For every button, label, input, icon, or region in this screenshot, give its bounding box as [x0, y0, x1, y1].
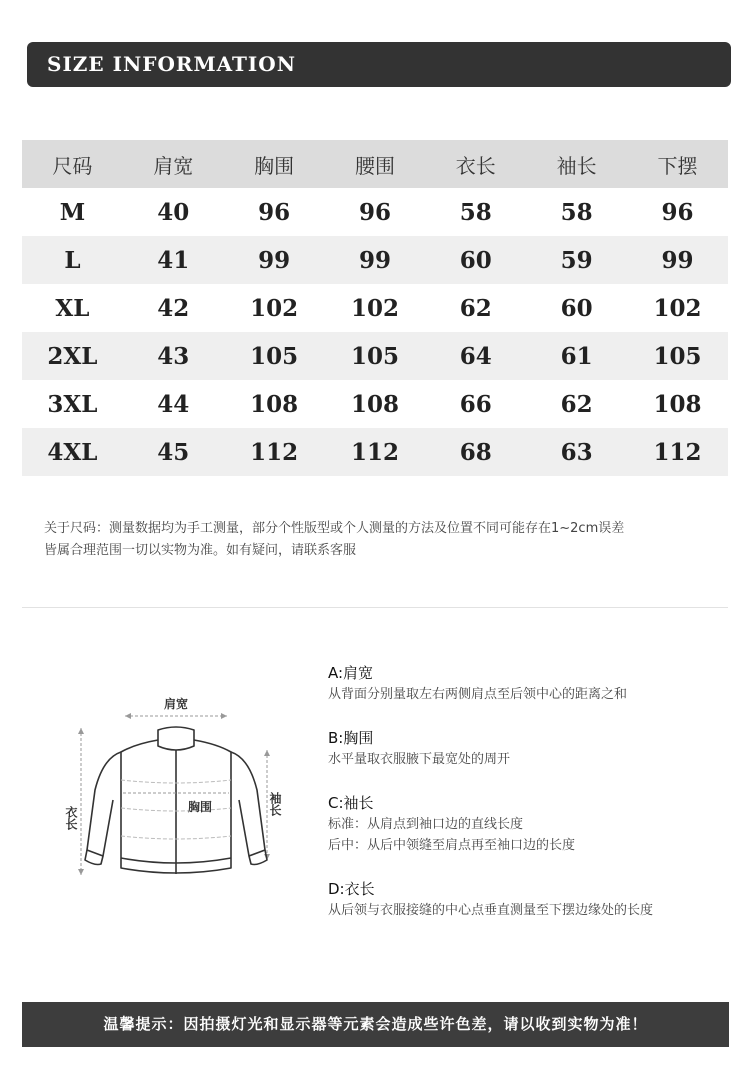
- table-cell: 105: [224, 332, 325, 380]
- table-cell: 58: [459, 198, 492, 226]
- divider: [22, 607, 728, 608]
- table-row: [22, 236, 728, 284]
- measurement-shoulder: [328, 662, 738, 705]
- table-cell: L: [22, 236, 123, 284]
- measurement-title: B:胸围: [328, 729, 374, 747]
- table-cell: M: [59, 198, 86, 226]
- measurement-chest: [328, 727, 738, 770]
- measurement-desc: 水平量取衣服腋下最宽处的周开: [328, 752, 511, 767]
- table-cell: 108: [250, 390, 299, 418]
- measurement-title: C:袖长: [328, 794, 374, 812]
- measurement-desc: 从背面分别量取左右两侧肩点至后领中心的距离之和: [328, 687, 628, 702]
- table-cell: 105: [325, 332, 426, 380]
- table-cell: 43: [123, 332, 224, 380]
- table-header-row: [22, 140, 728, 188]
- jacket-diagram: [55, 680, 305, 890]
- table-row: [22, 284, 728, 332]
- table-cell: 63: [526, 428, 627, 476]
- table-cell: 62: [560, 390, 593, 418]
- measurement-desc: 后中：从后中领缝至肩点再至袖口边的长度: [328, 838, 576, 853]
- measurement-desc: 从后领与衣服接缝的中心点垂直测量至下摆边缘处的长度: [328, 903, 654, 918]
- table-cell: 44: [157, 390, 190, 418]
- table-row: [22, 188, 728, 236]
- column-header: 腰围: [325, 140, 426, 188]
- measurement-sleeve: [328, 792, 738, 856]
- table-cell: 60: [425, 236, 526, 284]
- table-cell: 99: [627, 236, 728, 284]
- table-cell: 108: [653, 390, 702, 418]
- table-cell: 68: [425, 428, 526, 476]
- jacket-outline: [85, 727, 267, 874]
- table-cell: 102: [653, 294, 702, 322]
- chest-label: 胸围: [187, 800, 213, 814]
- note-line: 皆属合理范围一切以实物为准。如有疑问，请联系客服: [44, 543, 357, 558]
- table-cell: 62: [459, 294, 492, 322]
- table-cell: 42: [157, 294, 190, 322]
- table-cell: 99: [224, 236, 325, 284]
- table-row: [22, 380, 728, 428]
- column-header: 肩宽: [123, 140, 224, 188]
- table-cell: 102: [350, 294, 399, 322]
- measurement-title: D:衣长: [328, 880, 375, 898]
- note-line: 关于尺码：测量数据均为手工测量，部分个性版型或个人测量的方法及位置不同可能存在1~2cm误差: [44, 521, 625, 536]
- table-cell: 112: [224, 428, 325, 476]
- table-row: [22, 428, 728, 476]
- table-cell: XL: [55, 294, 90, 322]
- size-table: [22, 140, 728, 476]
- table-cell: 61: [526, 332, 627, 380]
- measurement-title: A:肩宽: [328, 664, 374, 682]
- table-cell: 45: [123, 428, 224, 476]
- measurement-length: [328, 878, 738, 921]
- table-cell: 102: [250, 294, 299, 322]
- header-title: SIZE INFORMATION: [47, 52, 296, 76]
- table-cell: 112: [627, 428, 728, 476]
- table-cell: 96: [358, 198, 391, 226]
- column-header: 衣长: [425, 140, 526, 188]
- table-cell: 60: [560, 294, 593, 322]
- table-cell: 4XL: [22, 428, 123, 476]
- table-cell: 41: [123, 236, 224, 284]
- footer-notice: 温馨提示：因拍摄灯光和显示器等元素会造成些许色差，请以收到实物为准！: [103, 1015, 648, 1033]
- table-cell: 2XL: [22, 332, 123, 380]
- table-cell: 40: [157, 198, 190, 226]
- measurement-list: [328, 662, 738, 943]
- table-row: [22, 332, 728, 380]
- measurement-desc: 标准：从肩点到袖口边的直线长度: [328, 817, 524, 832]
- table-cell: 66: [459, 390, 492, 418]
- shoulder-label: 肩宽: [163, 697, 189, 711]
- sleeve-label: 袖长: [268, 792, 282, 816]
- table-cell: 96: [661, 198, 694, 226]
- column-header: 胸围: [224, 140, 325, 188]
- column-header: 袖长: [526, 140, 627, 188]
- column-header: 下摆: [627, 140, 728, 188]
- table-cell: 112: [325, 428, 426, 476]
- header-bar: [27, 42, 731, 87]
- table-cell: 3XL: [47, 390, 98, 418]
- table-cell: 59: [526, 236, 627, 284]
- table-cell: 108: [350, 390, 399, 418]
- table-cell: 105: [627, 332, 728, 380]
- footer-bar: [22, 1002, 729, 1047]
- table-cell: 96: [258, 198, 291, 226]
- length-label: 衣长: [64, 806, 78, 830]
- table-cell: 58: [560, 198, 593, 226]
- column-header: 尺码: [22, 140, 123, 188]
- table-cell: 64: [425, 332, 526, 380]
- size-note: [44, 518, 734, 562]
- table-cell: 99: [325, 236, 426, 284]
